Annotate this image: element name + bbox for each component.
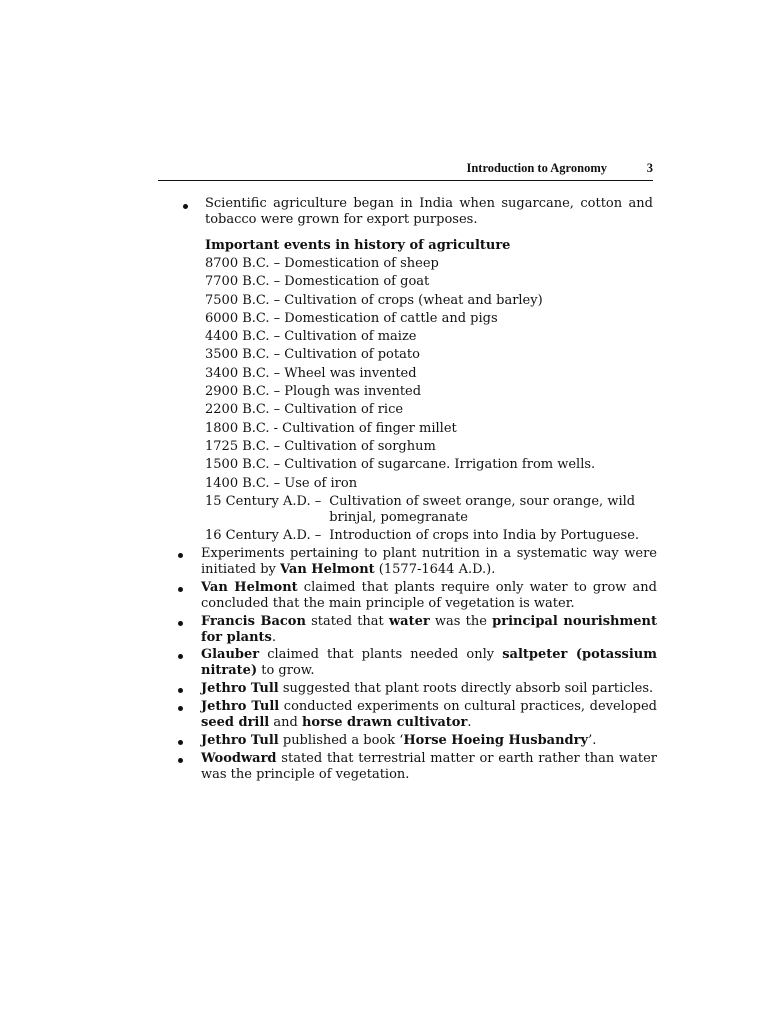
event-date: 16 Century A.D. – <box>205 527 322 543</box>
bullet-dot <box>178 654 183 659</box>
bullet-item <box>201 699 657 731</box>
bullet-list <box>0 546 768 784</box>
running-header-title: Introduction to Agronomy <box>466 161 607 175</box>
event-item-century <box>205 528 665 544</box>
event-item: 1500 B.C. – Cultivation of sugarcane. Irrigation from wells. <box>205 457 596 473</box>
text: conducted experiments on cultural practices, developed <box>279 698 657 714</box>
bullet-dot <box>183 204 188 209</box>
text: stated that terrestrial matter or earth rather than water was the principle of vegetation. <box>201 750 657 782</box>
event-item: 7500 B.C. – Cultivation of crops (wheat and barley) <box>205 292 543 308</box>
bullet-dot <box>178 621 183 626</box>
bullet-dot <box>178 740 183 745</box>
bullet-dot <box>178 553 183 558</box>
event-item-century <box>205 494 665 526</box>
bold-text: seed drill <box>201 714 270 730</box>
text: claimed that plants needed only <box>259 647 503 663</box>
events-section <box>205 238 665 546</box>
event-text: Cultivation of sweet orange, sour orange, wild brinjal, pomegranate <box>329 493 636 525</box>
text: published a book ‘ <box>278 732 404 748</box>
event-item: 8700 B.C. – Domestication of sheep <box>205 256 439 271</box>
text: claimed that plants require only water to grow and concluded that the main principle of vegetation is water. <box>201 579 657 611</box>
text: suggested that plant roots directly absorb soil particles. <box>278 681 654 697</box>
event-item: 3400 B.C. – Wheel was invented <box>205 365 417 381</box>
bold-text: Glauber <box>201 647 260 663</box>
events-heading: Important events in history of agriculture <box>205 238 511 253</box>
text: ’. <box>588 732 597 748</box>
text: Experiments pertaining to plant nutrition in a systematic way were initiated by <box>201 546 657 577</box>
bold-text: principal nourishment for plants <box>201 613 657 645</box>
event-text: Introduction of crops into India by Portuguese. <box>329 527 640 543</box>
event-item: 4400 B.C. – Cultivation of maize <box>205 329 417 345</box>
text: . <box>271 629 277 645</box>
bullet-dot <box>178 587 183 592</box>
bullet-item <box>201 681 657 697</box>
event-item: 1400 B.C. – Use of iron <box>205 475 358 491</box>
event-item: 2200 B.C. – Cultivation of rice <box>205 402 404 418</box>
bold-text: Jethro Tull <box>201 698 280 714</box>
bold-text: Van Helmont <box>201 579 298 595</box>
text: and <box>269 714 302 730</box>
bold-text: Van Helmont <box>280 562 375 577</box>
bullet-item <box>201 580 657 612</box>
event-item: 7700 B.C. – Domestication of goat <box>205 274 430 290</box>
text: stated that <box>305 613 389 629</box>
bullet-scientific-agriculture: Scientific agriculture began in India when sugarcane, cotton and tobacco were grown for export purposes. <box>205 196 653 227</box>
event-item: 2900 B.C. – Plough was invented <box>205 384 422 400</box>
bold-text: Francis Bacon <box>201 613 306 629</box>
bullet-item <box>201 733 657 749</box>
bullet-dot <box>178 706 183 711</box>
page-number: 3 <box>646 161 653 175</box>
bullet-dot <box>178 758 183 763</box>
text: (1577-1644 A.D.). <box>374 562 496 577</box>
event-item: 1800 B.C. - Cultivation of finger millet <box>205 420 457 436</box>
running-header <box>158 160 653 181</box>
bold-text: Jethro Tull <box>201 681 279 697</box>
text: to grow. <box>257 663 315 679</box>
event-date: 15 Century A.D. – <box>205 493 322 509</box>
bullet-dot <box>178 688 183 693</box>
bullet-item <box>201 647 657 679</box>
bold-text: horse drawn cultivator <box>301 714 468 730</box>
event-item: 6000 B.C. – Domestication of cattle and pigs <box>205 310 498 326</box>
text: was the <box>429 613 493 629</box>
bold-text: Horse Hoeing Husbandry <box>403 732 589 748</box>
bold-text: saltpeter (potassium nitrate) <box>201 647 657 679</box>
event-item: 1725 B.C. – Cultivation of sorghum <box>205 438 436 454</box>
bold-text: Jethro Tull <box>201 732 279 748</box>
bold-text: Woodward <box>201 750 277 766</box>
bullet-item <box>201 546 657 578</box>
bullet-item <box>201 614 657 646</box>
text: . <box>467 714 472 730</box>
bullet-item <box>201 751 657 783</box>
event-item: 3500 B.C. – Cultivation of potato <box>205 347 420 363</box>
bold-text: water <box>388 613 430 629</box>
